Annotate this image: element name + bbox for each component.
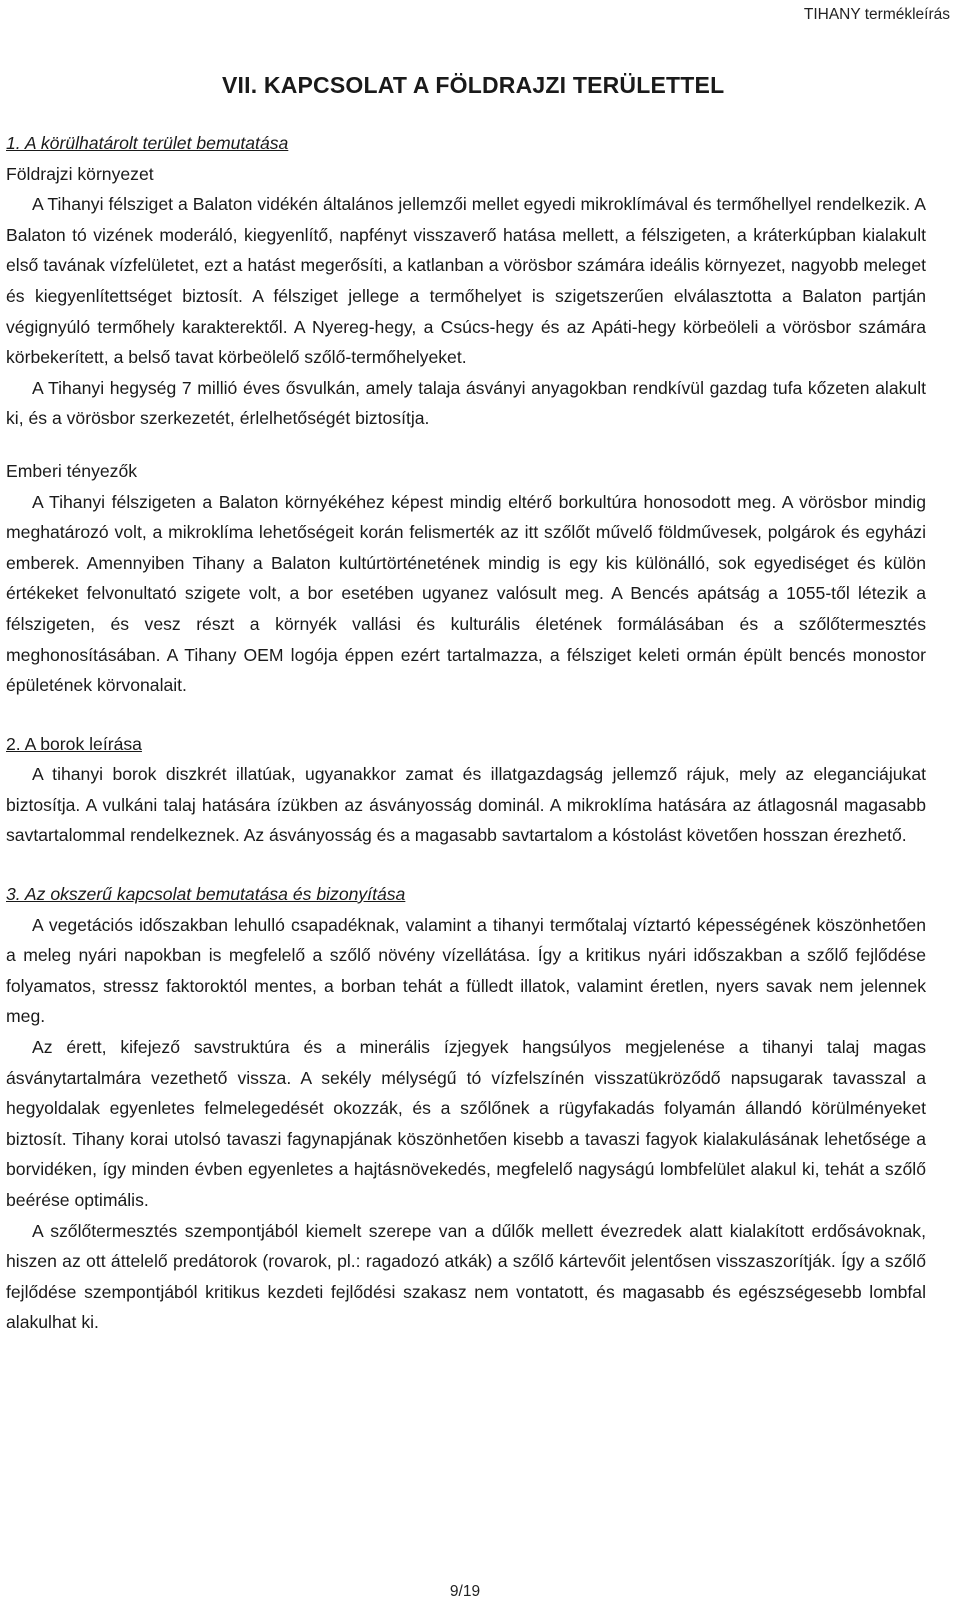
chapter-title: VII. KAPCSOLAT A FÖLDRAJZI TERÜLETTEL [222,72,725,98]
page-number: 9/19 [449,1583,481,1600]
section-1-heading: 1. A körülhatárolt terület bemutatása [6,133,289,153]
document-header: TIHANY termékleírás [803,6,950,23]
document-body [6,128,926,1338]
spacer [6,434,926,456]
wine-description-paragraph: A tihanyi borok diszkrét illatúak, ugyanakkor zamat és illatgazdagság jellemző rájuk, mely az eleganciájukat biztosítja. A vulkáni talaj hatására ízükben az ásványosság dominál. A mikroklíma hatására az átlagosnál magasabb savtartalommal rendelkeznek. Az ásványosság és a magasabb savtartalom a kóstolást követően hosszan érezhető. [6,764,926,846]
link-paragraph-3: A szőlőtermesztés szempontjából kiemelt szerepe van a dűlők mellett évezredek alatt kialakított erdősávoknak, hiszen az ott áttelelő predátorok (rovarok, pl.: ragadozó atkák) a szőlő kártevőit jelentősen visszaszorítják. Így a szőlő fejlődése szempontjából kritikus kezdeti fejlődési szakasz nem vontatott, és magasabb és egészségesebb lombfal alakulhat ki. [6,1220,926,1333]
geo-paragraph-2: A Tihanyi hegység 7 millió éves ősvulkán, amely talaja ásványi anyagokban rendkívül gazdag tufa kőzeten alakult ki, és a vörösbor szerkezetét, érlelhetőségét biztosítja. [6,377,926,429]
human-subheading: Emberi tényezők [6,460,138,481]
section-2-heading: 2. A borok leírása [6,733,142,754]
link-paragraph-1: A vegetációs időszakban lehulló csapadéknak, valamint a tihanyi termőtalaj víztartó képességének köszönhetően a meleg nyári napokban is megfelelő a szőlő növény vízellátása. Így a kritikus nyári időszakban a szőlő fejlődése folyamatos, stressz faktoroktól mentes, a borban tehát a fülledt illatok, valamint éretlen, nyers savak nem jelennek meg. [6,914,926,1027]
link-paragraph-2: Az érett, kifejező savstruktúra és a minerális ízjegyek hangsúlyos megjelenése a tihanyi talaj magas ásványtartalmára vezethető vissza. A sekély mélységű tó vízfelszínén visszatükröződő napsugarak tavasszal a hegyoldalak egyenletes felmelegedését okozzák, és a szőlőnek a rügyfakadás folyamán állandó körülményeket biztosít. Tihany korai utolsó tavaszi fagynapjának köszönhetően kisebb a tavaszi fagyok kialakulásának lehetősége a borvidéken, így minden évben egyenletes a hajtásnövekedés, megfelelő nagyságú lombfelület alakul ki, tehát a szőlő beérése optimális. [6,1037,926,1210]
spacer [6,851,926,879]
human-paragraph-1: A Tihanyi félszigeten a Balaton környékéhez képest mindig eltérő borkultúra honosodott meg. A vörösbor mindig meghatározó volt, a mikroklíma lehetőségeit korán felismerték az itt szőlőt művelő földművesek, polgárok és egyházi emberek. Amennyiben Tihany a Balaton kultúrtörténetének mindig is egy kis különálló, sok egyediséget és külön értékeket felvonultató szigete volt, a bor esetében ugyanez valósult meg. A Bencés apátság a 1055-től létezik a félszigeten, és vesz részt a környék vallási és kulturális életének formálásában és a szőlőtermesztés meghonosításában. A Tihany OEM logója éppen ezért tartalmazza, a félsziget keleti ormán épült bencés monostor épületének körvonalait. [6,491,926,696]
spacer [6,701,926,729]
section-3-heading: 3. Az okszerű kapcsolat bemutatása és bizonyítása [6,884,406,905]
geo-subheading: Földrajzi környezet [6,163,154,184]
geo-paragraph-1: A Tihanyi félsziget a Balaton vidékén általános jellemzői mellet egyedi mikroklímával és termőhellyel rendelkezik. A Balaton tó vizének moderáló, kiegyenlítő, napfényt visszaverő hatása mellett, a félszigeten, a kráterkúpban kialakult első tavának vízfelületet, ezt a hatást megerősíti, a katlanban a vörösbor számára ideális környezet, nagyobb meleget és kiegyenlítettséget biztosít. A félsziget jellege a termőhelyet is szigetszerűen elválasztotta a Balaton partján végignyúló termőhely karakterektől. A Nyereg-hegy, a Csúcs-hegy és az Apáti-hegy körbeöleli a vörösbor számára körbekerített, a belső tavat körbeölelő szőlő-termőhelyeket. [6,194,926,368]
